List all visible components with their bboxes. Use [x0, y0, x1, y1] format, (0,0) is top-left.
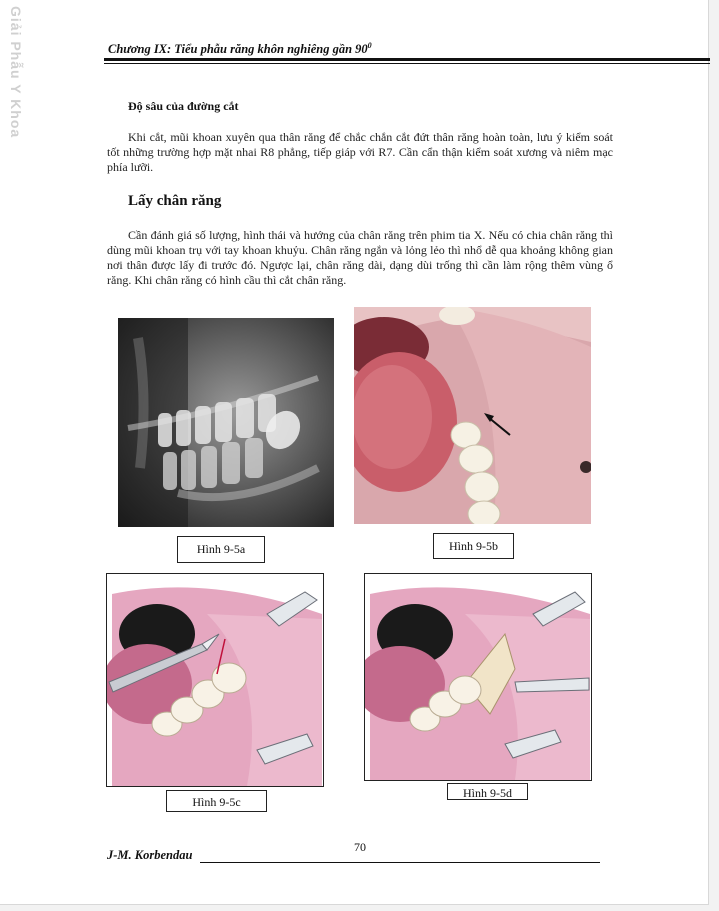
footer-author: J-M. Korbendau — [107, 848, 193, 862]
header-rule-thin — [104, 63, 710, 64]
paragraph-root-removal: Cần đánh giá số lượng, hình thái và hướng của chân răng trên phim tia X. Nếu có chia chân răng thì dùng mũi khoan trụ với tay khoan khuỷu. Chân răng ngắn và lỏng lẻo thì nhổ dễ qua khoảng không gian nơi thân được lấy đi trước đó. Ngược lại, chân răng dài, dạng dùi trống thì cần làm rộng thêm vùng ổ răng. Khi chân răng có hình cầu thì cắt chân răng. — [107, 228, 613, 287]
footer-rule — [200, 862, 600, 863]
paragraph-cut-depth: Khi cắt, mũi khoan xuyên qua thân răng để chắc chắn cắt đứt thân răng hoàn toàn, lưu ý kiểm soát tốt những trường hợp mặt nhai R8 phẳng, tiếp giáp với R7. Cần cẩn thận kiểm soát xương và niêm mạc phía lưỡi. — [107, 130, 613, 174]
figure-9-5d-illustration — [364, 573, 592, 781]
caption-9-5a: Hình 9-5a — [177, 536, 265, 563]
chapter-header — [108, 41, 372, 57]
subheading-cut-depth: Độ sâu của đường cắt — [128, 99, 239, 113]
figure-9-5a-xray — [118, 318, 334, 527]
xray-image — [118, 318, 334, 527]
caption-9-5b: Hình 9-5b — [433, 533, 514, 559]
header-rule-thick — [104, 58, 710, 61]
clinical-photo-image — [354, 307, 591, 524]
degree-superscript: 0 — [367, 41, 372, 50]
caption-9-5c: Hình 9-5c — [166, 790, 267, 812]
figure-9-5b-photo — [354, 307, 591, 524]
retractor-illustration — [365, 574, 591, 780]
page-number: 70 — [354, 840, 366, 854]
scalpel-illustration — [107, 574, 323, 786]
chapter-title: Chương IX: Tiểu phẫu răng khôn nghiêng gần 90 — [108, 42, 368, 57]
watermark-text: Giải Phẫu Y Khoa — [8, 6, 24, 139]
caption-9-5d: Hình 9-5d — [447, 783, 528, 800]
section-heading-root-removal: Lấy chân răng — [128, 193, 222, 209]
figure-9-5c-illustration — [106, 573, 324, 787]
